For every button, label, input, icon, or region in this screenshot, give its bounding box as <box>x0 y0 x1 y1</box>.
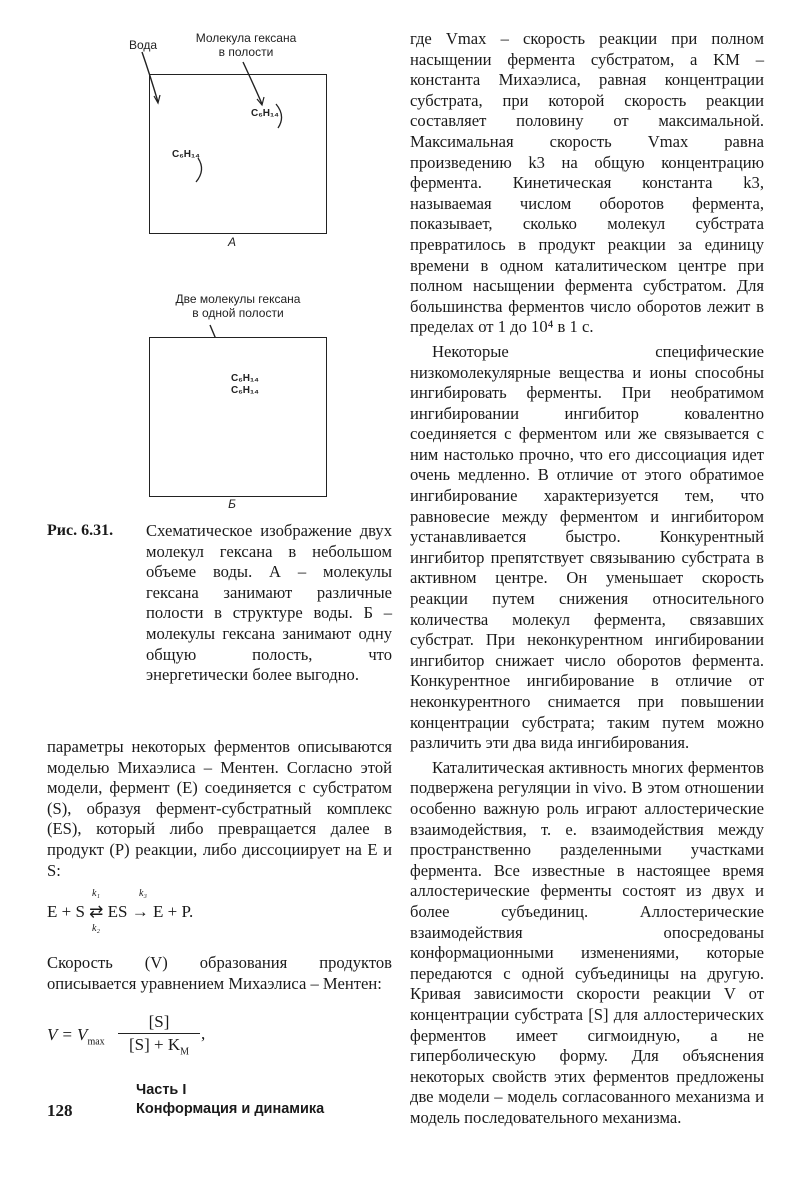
cavity-arrow-a <box>243 62 262 104</box>
left-paragraph-2-wrap <box>47 953 392 994</box>
right-paragraph-3: Каталитическая активность многих ферментов подвержена регуляции in vivo. В этом отношении особенно важную роль играют аллостерические взаимодействия, т. е. взаимодействия между пространственно разделенными участками фермента. Все известные в настоящее время аллостерические ферменты состоят из двух и более субъединиц. Аллостерические взаимодействия опосредованы конформационными изменениями, которые передаются с одной субъединицы на другую. Кривая зависимости скорости реакции V от концентрации субстрата [S] для аллостерических ферментов имеет сигмоидную, а не гиперболическую форму. Для объяснения некоторых свойств этих ферментов предложены две модели – модель согласованного механизма и модель последовательного механизма. <box>410 757 764 1127</box>
footer-part-number: Часть I <box>136 1082 187 1098</box>
left-paragraph-1: параметры некоторых ферментов описываются моделью Михаэлиса – Ментен. Согласно этой модели, фермент (E) соединяется с субстратом (S), образуя фермент-субстратный комплекс (ES), который либо превращается далее в продукт (P) реакции, либо диссоциирует на E и S: <box>47 737 392 880</box>
left-paragraph-2: Скорость (V) образования продуктов описывается уравнением Михаэлиса – Ментен: <box>47 953 392 993</box>
molecule-a2: C₆H₁₄ <box>172 149 200 160</box>
left-column <box>47 737 392 881</box>
right-paragraph-1: где Vmax – скорость реакции при полном насыщении фермента субстратом, а KM – константа Михаэлиса, равная концентрации субстрата, при которой скорость реакции составляет половину от максимальной. Максимальная скорость Vmax равна произведению k3 на общую концентрацию фермента. Кинетическая константа k3, называемая числом оборотов фермента, показывает, сколько молекул субстрата превратилось в продукт реакции за единицу времени в одном каталитическом центре при полном насыщении фермента субстратом. Для большинства ферментов число оборотов лежит в пределах от 1 до 10⁴ в 1 с. <box>410 29 764 337</box>
k3-label: k₃ <box>139 888 147 899</box>
reaction-equation: E + S ⇄ ES → E + P. <box>47 902 194 921</box>
footer-part <box>136 1081 324 1119</box>
footer-part-title: Конформация и динамика <box>136 1101 325 1117</box>
molecule-a1: C₆H₁₄ <box>251 108 279 119</box>
molecule-b1: C₆H₁₄ <box>231 373 259 384</box>
mm-denominator: $[S] + K_M$ <box>128 1035 190 1058</box>
mm-comma: , <box>201 1024 206 1043</box>
k2-label: k₂ <box>92 923 100 934</box>
molecule-b2: C₆H₁₄ <box>231 385 259 396</box>
panel-a-letter: А <box>227 235 236 249</box>
right-column <box>410 29 764 1128</box>
mm-lhs: $V = V_{max}$ <box>47 1025 105 1048</box>
figure-caption-text: Схематическое изображение двух молекул гексана в небольшом объеме воды. А – молекулы гексана занимают различные полости в структуре воды. Б – молекулы гексана занимают одну общую полость, что энергетически более выгодно. <box>146 521 392 685</box>
page-number: 128 <box>47 1101 73 1120</box>
mm-numerator: [S] <box>148 1012 170 1031</box>
mm-fraction <box>118 1012 200 1057</box>
panel-b-box <box>149 337 327 497</box>
label-cavity-a: Молекула гексана в полости <box>195 31 297 59</box>
water-arrow <box>142 52 158 102</box>
panel-b-letter: Б <box>228 497 236 511</box>
right-paragraph-2: Некоторые специфические низкомолекулярные вещества и ионы способны ингибировать ферменты. При необратимом ингибировании ингибитор ковалентно соединяется с ферментом или же связывается с ним настолько прочно, что его диссоциация идет очень медленно. В отличие от этого обратимое ингибирование характеризуется тем, что равновесие между ферментом и ингибитором устанавливается быстро. Конкурентный ингибитор препятствует связыванию субстрата в активном центре. Он уменьшает скорость реакции путем снижения относительного количества молекул фермента, связавших субстрат. При неконкурентном ингибировании ингибитор снижает число оборотов фермента. Конкурентное ингибирование в отличие от неконкурентного снимается при повышении концентрации субстрата; таким путем можно различить эти два вида ингибирования. <box>410 341 764 753</box>
figure-caption-head: Рис. 6.31. <box>47 522 114 539</box>
label-water: Вода <box>128 38 158 52</box>
k1-label: k₁ <box>92 888 100 899</box>
label-cavity-b: Две молекулы гексана в одной полости <box>175 292 301 320</box>
